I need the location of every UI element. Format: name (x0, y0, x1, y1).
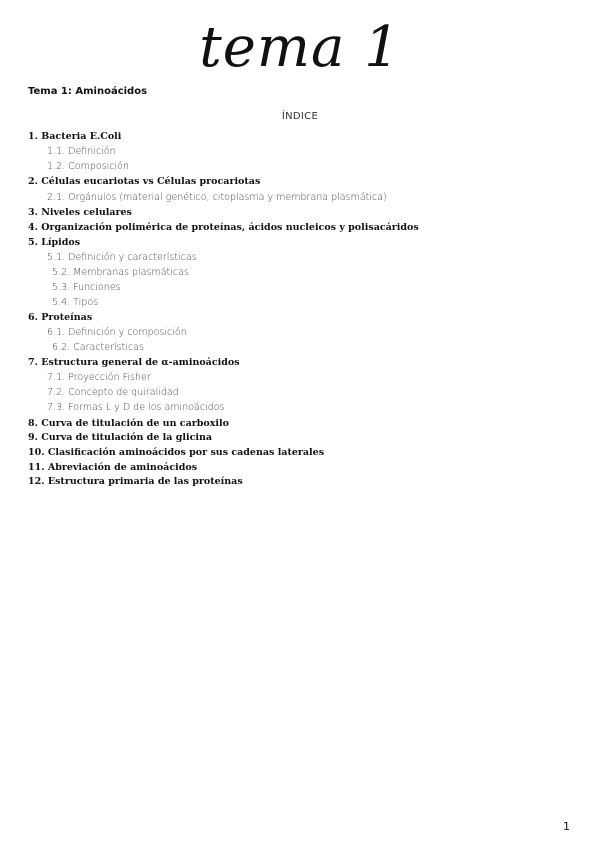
toc-subsection: 7.2. Concepto de quiralidad (47, 387, 179, 398)
toc-subsection: 5.2. Membranas plasmáticas (52, 267, 189, 278)
toc-section: 1. Bacteria E.Coli (28, 131, 122, 142)
toc-section: 11. Abreviación de aminoácidos (28, 462, 198, 473)
toc-subsection: 7.3. Formas L y D de los aminoácidos (47, 402, 225, 413)
index-heading: ÍNDICE (281, 111, 319, 122)
toc-section: 8. Curva de titulación de un carboxilo (28, 418, 229, 429)
toc-section: 3. Niveles celulares (28, 207, 132, 218)
toc-subsection: 6.2. Características (52, 342, 144, 353)
toc-subsection: 6.1. Definición y composición (47, 327, 187, 338)
toc-subsection: 7.1. Proyección Fisher (47, 372, 151, 383)
document-subtitle: Tema 1: Aminoácidos (28, 86, 148, 97)
toc-subsection: 5.1. Definición y características (47, 252, 197, 263)
toc-subsection: 5.3. Funciones (52, 282, 121, 293)
toc-subsection: 5.4. Tipos (52, 297, 99, 308)
toc-section: 5. Lípidos (28, 237, 81, 248)
toc-section: 2. Células eucariotas vs Células procariotas (28, 176, 261, 187)
toc-section: 10. Clasificación aminoácidos por sus cadenas laterales (28, 447, 325, 458)
page-title: tema 1 (199, 15, 401, 80)
page-number: 1 (563, 820, 570, 833)
toc-section: 6. Proteínas (28, 312, 93, 323)
toc-section: 12. Estructura primaria de las proteínas (28, 476, 243, 487)
toc-section: 4. Organización polimérica de proteínas, ácidos nucleicos y polisacáridos (28, 222, 419, 233)
toc-subsection: 1.1. Definición (47, 146, 116, 157)
toc-subsection: 1.2. Composición (47, 161, 129, 172)
toc-section: 7. Estructura general de α-aminoácidos (28, 357, 240, 368)
toc-section: 9. Curva de titulación de la glicina (28, 432, 213, 443)
toc-subsection: 2.1. Orgánulos (material genético, citoplasma y membrana plasmática) (47, 192, 387, 203)
